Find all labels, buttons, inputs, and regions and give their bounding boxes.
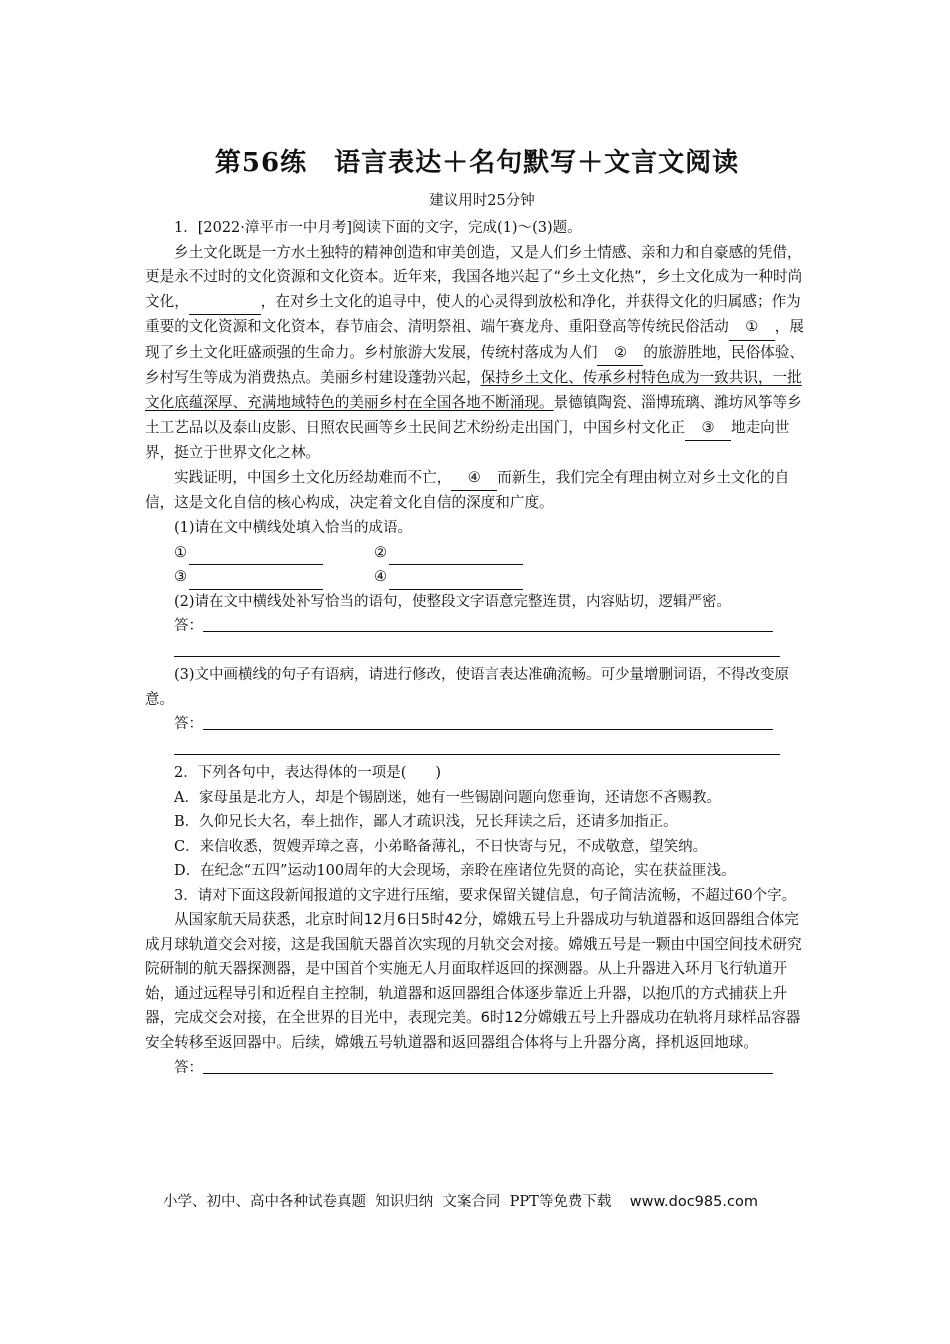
answer-label: 答： [174, 618, 203, 635]
q1-sub3: (3)文中画横线的句子有语病，请进行修改，使语言表达准确流畅。可少量增删词语，不得改变原意。 [145, 667, 790, 708]
q2-option-c: C．来信收悉，贺嫂弄璋之喜，小弟略备薄礼，不日快寄与兄，不成敬意，望笑纳。 [174, 838, 708, 855]
q2-option-d: D．在纪念“五四”运动100周年的大会现场，亲聆在座诸位先贤的高论，实在获益匪浅。 [174, 863, 736, 880]
blank-3: ③ [685, 416, 731, 442]
q1-sub2-answer[interactable] [174, 614, 809, 639]
q3-passage: 从国家航天局获悉，北京时间12月6日5时42分，嫦娥五号上升器成功与轨道器和返回器组合体完成月球轨道交会对接，这是我国航天器首次实现的月轨交会对接。嫦娥五号是一颗由中国空间技术研究院研制的航天器探测器，是中国首个实施无人月面取样返回的探测器。从上升器进入环月飞行轨道开始，通过远程导引和近程自主控制，轨道器和返回器组合体逐步靠近上升器，以抱爪的方式捕获上升器，完成交会对接，在全世界的目光中，表现完美。6时12分嫦娥五号上升器成功在轨将月球样品容器安全转移至返回器中。后续，嫦娥五号轨道器和返回器组合体将与上升器分离，择机返回地球。 [145, 911, 802, 1051]
circle-4: ④ [374, 569, 387, 586]
blank-sentence [189, 290, 261, 316]
q1-sub3-answer-cont[interactable] [174, 737, 809, 762]
footer-text: 小学、初中、高中各种试卷真题 知识归纳 文案合同 PPT等免费下载 [163, 1194, 612, 1210]
blank-2: ② [597, 341, 643, 367]
blank-1: ① [729, 315, 775, 341]
q3-stem: 3．请对下面这段新闻报道的文字进行压缩，要求保留关键信息，句子简洁流畅，不超过60个字。 [174, 887, 797, 904]
q2-option-b: B．久仰兄长大名，奉上拙作，鄙人才疏识浅，兄长拜读之后，还请多加指正。 [174, 814, 678, 831]
footer [163, 1190, 758, 1214]
suggested-time: 建议用时25分钟 [429, 193, 535, 209]
answer-label: 答： [174, 716, 203, 733]
q1-sub2-answer-cont[interactable] [174, 639, 809, 664]
circle-3: ③ [174, 569, 187, 586]
q1-sub1: (1)请在文中横线处填入恰当的成语。 [174, 520, 413, 537]
circle-1: ① [174, 544, 187, 561]
answer-line-4[interactable] [389, 572, 523, 590]
q1-stem: 1．[2022·漳平市一中月考]阅读下面的文字，完成(1)～(3)题。 [174, 220, 582, 236]
worksheet-page [145, 140, 809, 1080]
q1-sub2: (2)请在文中横线处补写恰当的语句，使整段文字语意完整连贯，内容贴切，逻辑严密。 [174, 593, 732, 610]
idiom-answer-row-2 [174, 565, 809, 590]
q1-passage-paragraph-2: 实践证明，中国乡土文化历经劫难而不亡， ④ 而新生，我们完全有理由树立对乡土文化的自信，这是文化自信的核心构成，决定着文化自信的深度和广度。 [145, 466, 809, 516]
answer-line-1[interactable] [189, 547, 323, 565]
idiom-answer-row-1 [174, 541, 809, 566]
page-title: 第56练 语言表达＋名句默写＋文言文阅读 [214, 148, 740, 178]
answer-label: 答： [174, 1059, 203, 1076]
blank-4: ④ [451, 466, 497, 492]
q3-answer[interactable] [174, 1056, 809, 1081]
q2-option-a: A．家母虽是北方人，却是个锡剧迷，她有一些锡剧问题向您垂询，还请您不吝赐教。 [174, 789, 721, 806]
q2-stem: 2．下列各句中，表达得体的一项是( ) [174, 765, 442, 782]
q1-sub3-answer[interactable] [174, 712, 809, 737]
answer-line-3[interactable] [189, 572, 323, 590]
q1-passage-paragraph-1: 乡土文化既是一方水土独特的精神创造和审美创造，又是人们乡土情感、亲和力和自豪感的凭借，更是永不过时的文化资源和文化资本。近年来，我国各地兴起了“乡土文化热”，乡土文化成为一种时尚文化， ，在对乡土文化的追寻中，使人的心灵得到放松和净化，并获得文化的归属感；作为重要的文化资源和文化资本，春节庙会、清明祭祖、端午赛龙舟、重阳登高等传统民俗活动 ① ，展现了乡土文化旺盛顽强的生命力。乡村旅游大发展，传统村落成为人们 ② 的旅游胜地，民俗体验、乡村写生等成为消费热点。美丽乡村建设蓬勃兴起，保持乡土文化、传承乡村特色成为一致共识，一批文化底蕴深厚、充满地域特色的美丽乡村在全国各地不断涌现。景德镇陶瓷、淄博琉璃、潍坊风筝等乡土工艺品以及泰山皮影、日照农民画等乡土民间艺术纷纷走出国门，中国乡村文化正 ③ 地走向世界，挺立于世界文化之林。 [145, 243, 804, 462]
footer-site[interactable]: www.doc985.com [629, 1194, 758, 1210]
underlined-sentence: 保持乡土文化、传承乡村特色成为一致共识，一批文化底蕴深厚、充满地域特色的美丽乡村在全国各地不断涌现。 [145, 369, 802, 412]
circle-2: ② [374, 544, 387, 561]
answer-line-2[interactable] [389, 547, 523, 565]
